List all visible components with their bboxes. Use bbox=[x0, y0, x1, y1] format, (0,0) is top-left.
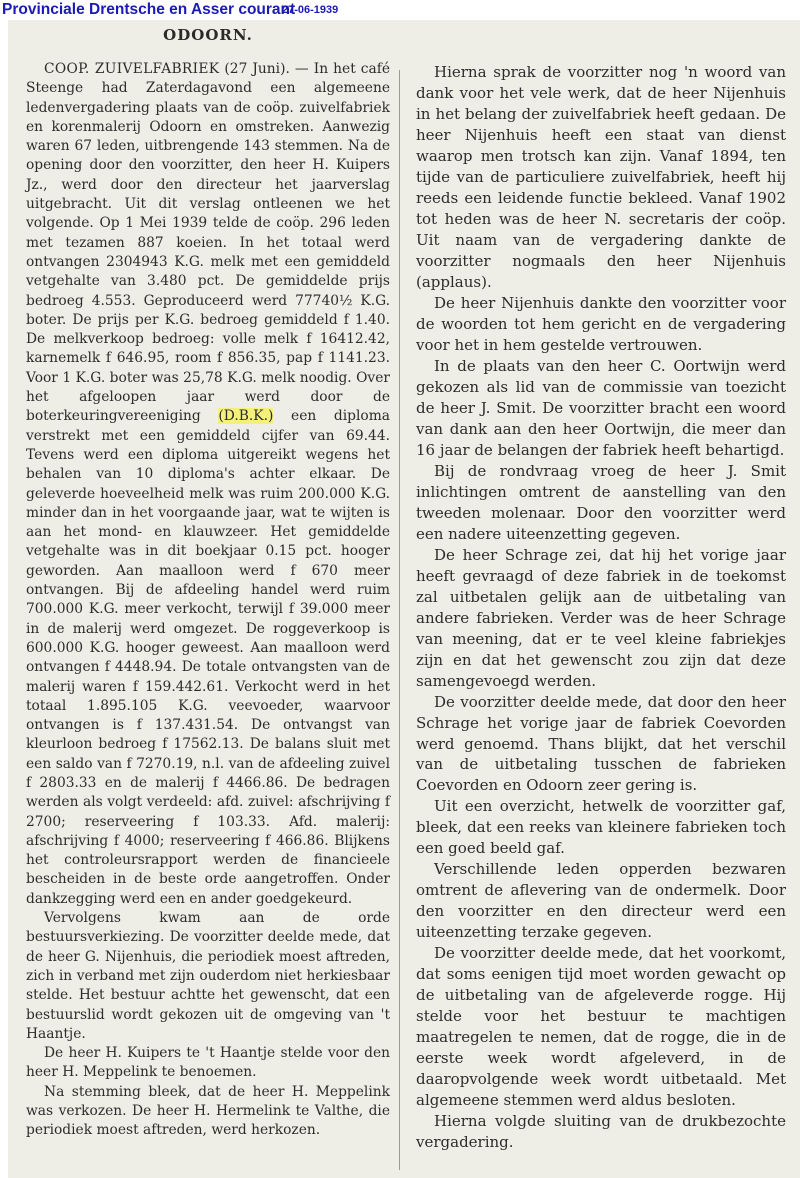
paragraph: Uit een overzicht, hetwelk de voorzitter gaf, bleek, dat een reeks van kleinere fabrieken toch een goed beeld gaf. bbox=[416, 797, 786, 858]
article-headline: ODOORN. bbox=[163, 26, 253, 44]
paragraph: In de plaats van den heer C. Oortwijn werd gekozen als lid van de commissie van toezicht de heer J. Smit. De voorzitter bracht een woord van dank aan den heer Oortwijn, die meer dan 16 jaar de belangen der fabriek heeft behartigd. bbox=[416, 356, 786, 459]
paragraph: De heer Nijenhuis dankte den voorzitter voor de woorden tot hem gericht en de vergadering voor het in hem gestelde vertrouwen. bbox=[416, 293, 786, 354]
paragraph-text: een diploma verstrekt met een gemiddeld cijfer van 69.44. Tevens werd een diploma uitgereikt wegens het behalen van 10 diploma's achter elkaar. De geleverde hoeveelheid melk was ruim 200.000 K.G. minder dan in het voorgaande jaar, wat te wijten is aan het mond- en klauwzeer. Het gemiddelde vetgehalte was in dit boekjaar 0.15 pct. hooger geworden. Aan maalloon werd f 670 meer ontvangen. Bij de afdeeling handel werd ruim 700.000 K.G. meer verkocht, terwijl f 39.000 meer in de malerij werd omgezet. De roggeverkoop is 600.000 K.G. hooger geweest. Aan maalloon werd ontvangen f 4448.94. De totale ontvangsten van de malerij waren f 159.442.61. Verkocht werd in het totaal 1.895.105 K.G. veevoeder, waarvoor ontvangen is f 137.431.54. De ontvangst van kleurloon bedroeg f 17562.13. De balans sluit met een saldo van f 7270.19, n.l. van de afdeeling zuivel f 2803.33 en de malerij f 4466.86. De bedragen werden als volgt verdeeld: afd. zuivel: afschrijving f 2700; reserveering f 103.33. Afd. malerij: afschrijving f 4000; reserveering f 466.86. Blijkens het controleursrapport werden de financieele bescheiden in de beste orde aangetroffen. Onder dankzegging werd een en ander goedgekeurd. bbox=[26, 408, 391, 907]
column-left bbox=[26, 60, 390, 1141]
column-right bbox=[416, 62, 786, 1153]
paragraph: De voorzitter deelde mede, dat het voorkomt, dat soms eenigen tijd moet worden gewacht op de uitbetaling van de afgeleverde rogge. Hij stelde voor het bestuur te machtigen maatregelen te nemen, dat de rogge, die in de eerste week wordt afgeleverd, in de daaropvolgende week wordt uitbetaald. Met algemeene stemmen werd aldus besloten. bbox=[416, 944, 786, 1110]
paragraph: Bij de rondvraag vroeg de heer J. Smit inlichtingen omtrent de aanstelling van den tweeden molenaar. Door den voorzitter werd een nadere uiteenzetting gegeven. bbox=[416, 461, 786, 543]
clipping-header bbox=[0, 0, 800, 22]
paragraph: De voorzitter deelde mede, dat door den heer Schrage het vorige jaar de fabriek Coevorden werd genoemd. Thans blijkt, dat het verschil van de uitbetaling tusschen de fabrieken Coevorden en Odoorn zeer gering is. bbox=[416, 692, 786, 795]
newspaper-clipping bbox=[8, 20, 800, 1178]
paragraph: De heer Schrage zei, dat hij het vorige jaar heeft gevraagd of deze fabriek in de toekomst zal uitbetalen gelijk aan de uitbetaling van andere fabrieken. Verder was de heer Schrage van meening, dat er te veel kleine fabriekjes zijn en dat het gewenscht zou zijn dat deze samengevoegd werden. bbox=[416, 545, 786, 690]
paragraph: Hierna volgde sluiting van de drukbezochte vergadering. bbox=[416, 1112, 786, 1152]
paragraph: Na stemming bleek, dat de heer H. Meppelink was verkozen. De heer H. Hermelink te Valthe, die periodiek moest aftreden, werd herkozen. bbox=[26, 1083, 390, 1139]
paragraph-text: In het café Steenge had Zaterdagavond een algemeene ledenvergadering plaats van de coöp. zuivelfabriek en korenmalerij Odoorn en omstreken. Aanwezig waren 67 leden, uitbrengende 143 stemmen. Na de opening door den voorzitter, den heer H. Kuipers Jz., werd door den directeur het jaarverslag uitgebracht. Uit dit verslag ontleenen we het volgende. Op 1 Mei 1939 telde de coöp. 296 leden met tezamen 887 koeien. In het totaal werd ontvangen 2304943 K.G. melk met een gemiddeld vetgehalte van 3.480 pct. De gemiddelde prijs bedroeg 4.553. Geproduceerd werd 77740½ K.G. boter. De prijs per K.G. bedroeg gemiddeld f 1.40. De melkverkoop bedroeg: volle melk f 16412.42, karnemelk f 646.95, room f 856.35, pap f 1141.23. Voor 1 K.G. boter was 25,78 K.G. melk noodig. Over het afgeloopen jaar werd door de boterkeuringvereeniging bbox=[26, 61, 390, 425]
paragraph: De heer H. Kuipers te 't Haantje stelde voor den heer H. Meppelink te benoemen. bbox=[26, 1045, 390, 1081]
publication-date: 27-06-1939 bbox=[282, 4, 339, 16]
paragraph: Verschillende leden opperden bezwaren omtrent de aflevering van de ondermelk. Door den voorzitter en den directeur werd een uiteenzetting terzake gegeven. bbox=[416, 860, 786, 942]
paragraph: Hierna sprak de voorzitter nog 'n woord van dank voor het vele werk, dat de heer Nijenhuis in het belang der zuivelfabriek heeft gedaan. De heer Nijenhuis heeft een staat van dienst waarop men trotsch kan zijn. Vanaf 1894, ten tijde van de particuliere zuivelfabriek, heeft hij reeds een leidende functie bekleed. Vanaf 1902 tot heden was de heer N. secretaris der coöp. Uit naam van de vergadering dankte de voorzitter nogmaals den heer Nijenhuis (applaus). bbox=[416, 63, 786, 291]
newspaper-title: Provinciale Drentsche en Asser courant bbox=[2, 1, 296, 18]
column-divider bbox=[399, 70, 400, 1170]
paragraph: Vervolgens kwam aan de orde bestuursverkiezing. De voorzitter deelde mede, dat de heer G. Nijenhuis, die periodiek moest aftreden, zich in verband met zijn ouderdom niet herkiesbaar stelde. Het bestuur achtte het gewenscht, dat een bestuurslid wordt gekozen uit de omgeving van 't Haantje. bbox=[26, 910, 390, 1042]
lead-date: (27 Juni). — bbox=[224, 61, 309, 77]
highlighted-term: (D.B.K.) bbox=[218, 408, 274, 425]
paragraph bbox=[26, 60, 390, 909]
lead-title: COOP. ZUIVELFABRIEK bbox=[44, 61, 220, 77]
